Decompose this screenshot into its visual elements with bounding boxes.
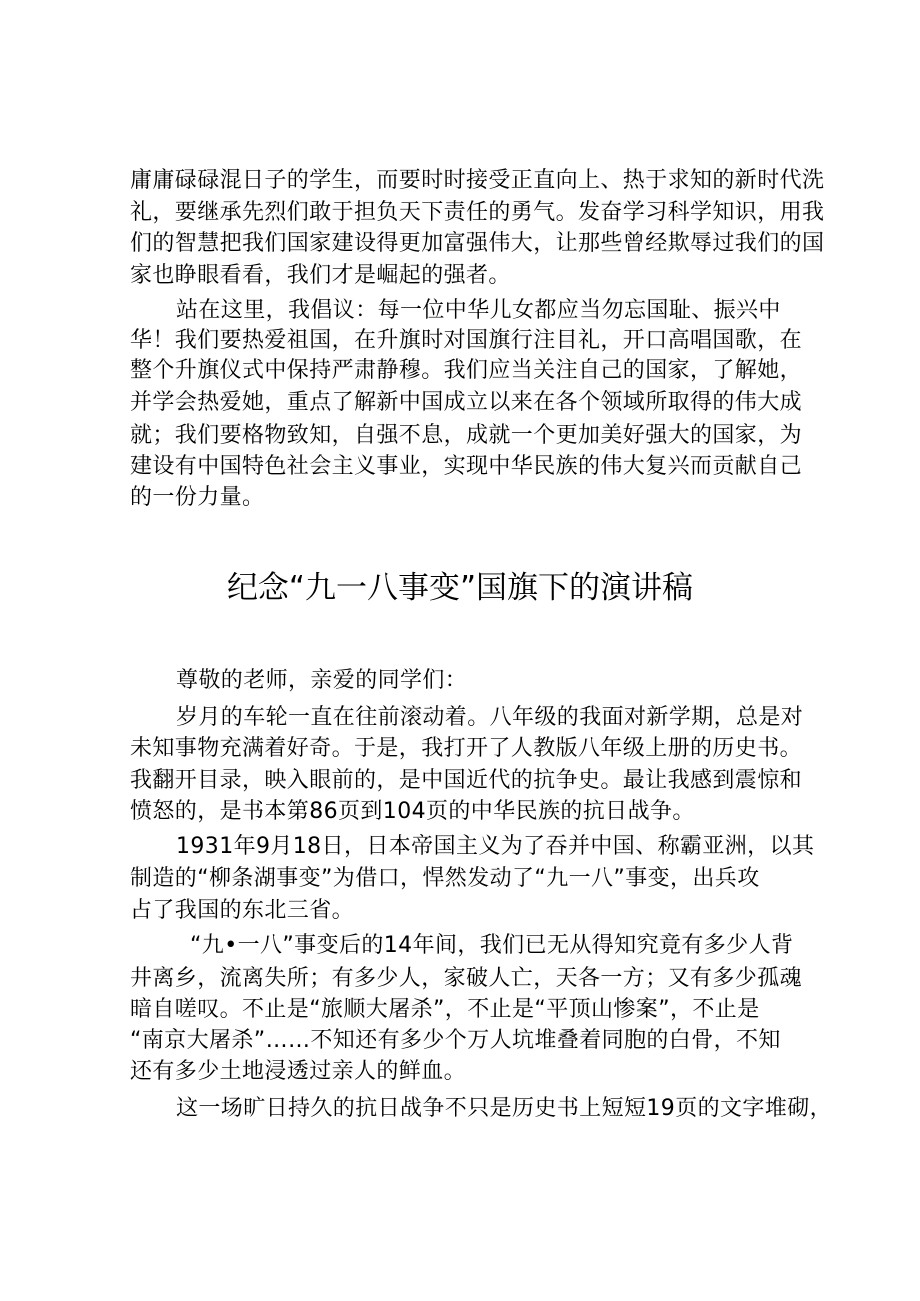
text-line: 站在这里，我倡议：每一位中华儿女都应当勿忘国耻、振兴中 (176, 298, 781, 323)
text-line: 岁月的车轮一直在往前滚动着。八年级的我面对新学期，总是对 (176, 705, 804, 730)
greeting: 尊敬的老师，亲爱的同学们： (176, 668, 468, 693)
text-line: 的一份力量。 (130, 485, 265, 510)
text-line: 礼，要继承先烈们敢于担负天下责任的勇气。发奋学习科学知识，用我 (130, 200, 825, 225)
text-line: 井离乡，流离失所；有多少人，家破人亡，天各一方；又有多少孤魂 (130, 966, 803, 991)
text-line: 占了我国的东北三省。 (130, 898, 355, 923)
speech-title: 纪念“九一八事变”国旗下的演讲稿 (226, 570, 694, 606)
text-line: 庸庸碌碌混日子的学生，而要时时接受正直向上、热于求知的新时代洗 (130, 168, 825, 193)
text-line: 我翻开目录，映入眼前的，是中国近代的抗争史。最让我感到震惊和 (130, 768, 803, 793)
text-line: 1931年9月18日，日本帝国主义为了吞并中国、称霸亚洲，以其 (176, 834, 815, 859)
text-line: 华！我们要热爱祖国，在升旗时对国旗行注目礼，开口高唱国歌，在 (130, 328, 803, 353)
text-line: 们的智慧把我们国家建设得更加富强伟大，让那些曾经欺辱过我们的国 (130, 231, 825, 256)
text-line: 未知事物充满着好奇。于是，我打开了人教版八年级上册的历史书。 (130, 736, 803, 761)
text-line: 愤怒的，是书本第86页到104页的中华民族的抗日战争。 (130, 799, 695, 824)
text-line: 制造的“柳条湖事变”为借口，悍然发动了“九一八”事变，出兵攻 (130, 866, 760, 891)
text-line: 并学会热爱她，重点了解新中国成立以来在各个领域所取得的伟大成 (130, 390, 803, 415)
text-line: 这一场旷日持久的抗日战争不只是历史书上短短19页的文字堆砌， (176, 1096, 832, 1121)
text-line: 整个升旗仪式中保持严肃静穆。我们应当关注自己的国家，了解她， (130, 358, 803, 383)
text-line: 还有多少土地浸透过亲人的鲜血。 (130, 1059, 467, 1084)
text-line: 暗自嗟叹。不止是“旅顺大屠杀”，不止是“平顶山惨案”，不止是 (130, 997, 760, 1022)
text-line: 就；我们要格物致知，自强不息，成就一个更加美好强大的国家，为 (130, 423, 803, 448)
text-line: 家也睁眼看看，我们才是崛起的强者。 (130, 263, 511, 288)
text-line: 建设有中国特色社会主义事业，实现中华民族的伟大复兴而贡献自己 (130, 454, 803, 479)
text-line: “九•一八”事变后的14年间，我们已无从得知究竟有多少人背 (190, 933, 794, 958)
text-line: “南京大屠杀”……不知还有多少个万人坑堆叠着同胞的白骨，不知 (130, 1028, 781, 1053)
